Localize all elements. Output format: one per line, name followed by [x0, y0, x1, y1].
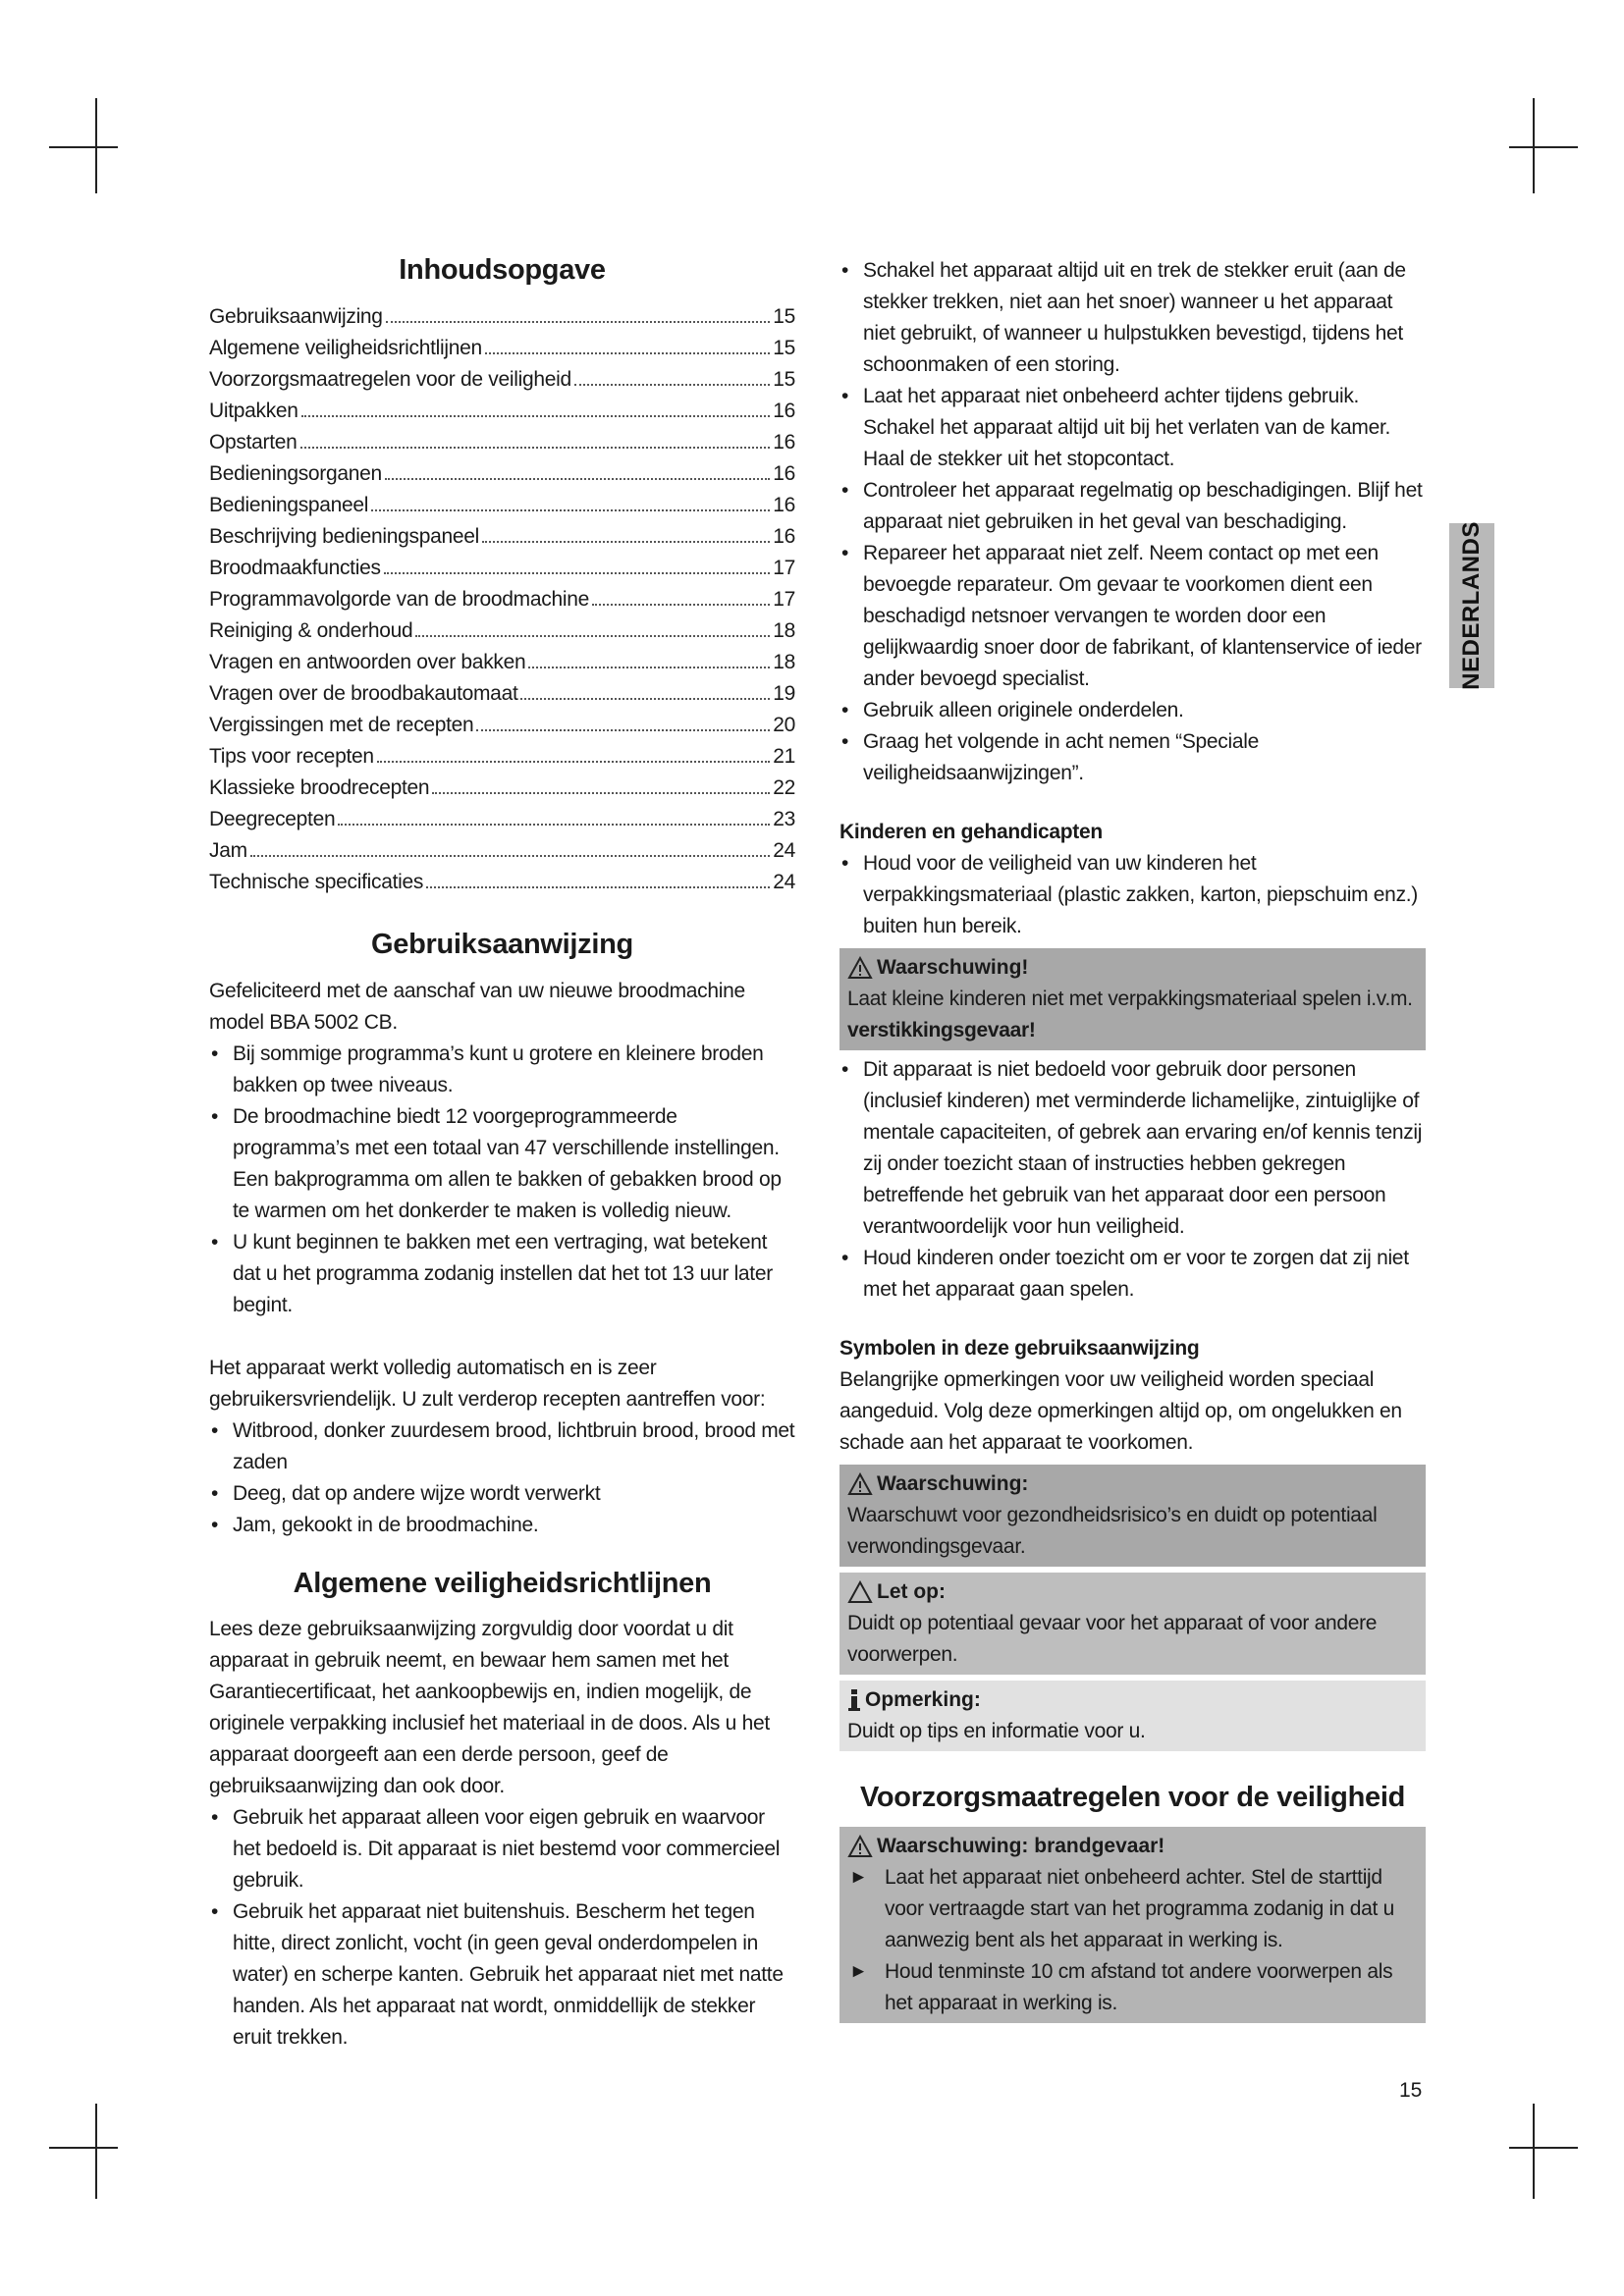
- toc-leader: [415, 635, 770, 637]
- toc-leader: [385, 478, 770, 480]
- list-item-text: Repareer het apparaat niet zelf. Neem contact op met een bevoegde reparateur. Om gevaar te voorkomen dient een beschadigd netsnoer vervangen te worden door een gelijkwaardig snoer door de fabrikant, of klantenservice of ieder ander bevoegd specialist.: [863, 542, 1422, 690]
- list-item: • Houd kinderen onder toezicht om er voor te zorgen dat zij niet met het apparaat gaan spelen.: [839, 1243, 1426, 1306]
- symbols-title: Symbolen in deze gebruiksaanwijzing: [839, 1337, 1200, 1360]
- toc-entry-page: 18: [773, 618, 795, 642]
- toc-entry-page: 15: [773, 336, 795, 359]
- toc-leader: [371, 509, 770, 511]
- list-item-text: U kunt beginnen te bakken met een vertraging, wat betekent dat u het programma zodanig instellen dat het tot 13 uur later begint.: [233, 1230, 773, 1316]
- list-item: • Controleer het apparaat regelmatig op beschadigingen. Blijf het apparaat niet gebruiken in het geval van beschadiging.: [839, 475, 1426, 538]
- symbol-caution-heading: [847, 1576, 1418, 1608]
- toc-entry-page: 18: [773, 650, 795, 673]
- list-item: • Houd voor de veiligheid van uw kinderen het verpakkingsmateriaal (plastic zakken, karton, piepschuim enz.) buiten hun bereik.: [839, 848, 1426, 942]
- toc-entry[interactable]: [209, 333, 795, 364]
- children-bullets-2: [839, 1054, 1426, 1306]
- fire-warning-box: [839, 1827, 1426, 2023]
- warning-heading: [847, 952, 1418, 984]
- list-item: • Gebruik alleen originele onderdelen.: [839, 695, 1426, 726]
- list-item-text: Deeg, dat op andere wijze wordt verwerkt: [233, 1481, 601, 1505]
- language-tab: [1449, 523, 1494, 688]
- crop-mark: [1509, 2147, 1578, 2149]
- list-item: • Bij sommige programma’s kunt u grotere en kleinere broden bakken op twee niveaus.: [209, 1039, 795, 1101]
- list-item-text: Houd kinderen onder toezicht om er voor te zorgen dat zij niet met het apparaat gaan spelen.: [863, 1247, 1409, 1301]
- toc-entry-label: Vergissingen met de recepten: [209, 713, 474, 736]
- general-safety-title: Algemene veiligheidsrichtlijnen: [293, 1567, 712, 1599]
- toc-entry[interactable]: [209, 835, 795, 867]
- symbol-note-heading: [847, 1684, 1418, 1716]
- list-item-text: Laat het apparaat niet onbeheerd achter tijdens gebruik. Schakel het apparaat altijd uit bij het verlaten van de kamer. Haal de stekker uit het stopcontact.: [863, 385, 1391, 470]
- list-item: • Gebruik het apparaat niet buitenshuis. Bescherm het tegen hitte, direct zonlicht, vocht (in geen geval onderdompelen in water) en scherpe kanten. Gebruik het apparaat niet met natte handen. Als het apparaat nat wordt, onmiddellijk de stekker eruit trekken.: [209, 1896, 795, 2054]
- children-title: Kinderen en gehandicapten: [839, 821, 1103, 843]
- toc-entry-label: Reiniging & onderhoud: [209, 618, 413, 642]
- toc-entry[interactable]: [209, 521, 795, 553]
- toc-entry[interactable]: [209, 301, 795, 333]
- toc-entry-label: Deegrecepten: [209, 807, 336, 830]
- toc-leader: [432, 792, 770, 794]
- toc-entry[interactable]: [209, 647, 795, 678]
- toc-entry-label: Bedieningsorganen: [209, 461, 382, 485]
- toc-entry-label: Uitpakken: [209, 399, 298, 422]
- fire-warning-title: Waarschuwing: brandgevaar!: [877, 1834, 1165, 1857]
- toc-entry-label: Vragen en antwoorden over bakken: [209, 650, 526, 673]
- list-item: • Dit apparaat is niet bedoeld voor gebruik door personen (inclusief kinderen) met verminderde lichamelijke, zintuiglijke of mentale capaciteiten, of gebrek aan ervaring en/of kennis tenzij zij onder toezicht staan of instructies hebben gekregen betreffende het gebruik van het apparaat door een persoon verantwoordelijk voor hun veiligheid.: [839, 1054, 1426, 1243]
- toc-entry-label: Tips voor recepten: [209, 744, 374, 768]
- toc-entry-page: 15: [773, 367, 795, 391]
- toc-entry[interactable]: [209, 584, 795, 615]
- toc-entry-page: 15: [773, 304, 795, 328]
- toc-entry[interactable]: [209, 678, 795, 710]
- toc-leader: [338, 824, 770, 826]
- crop-mark: [49, 146, 118, 148]
- list-item-text: Gebruik het apparaat alleen voor eigen gebruik en waarvoor het bedoeld is. Dit apparaat is niet bestemd voor commercieel gebruik.: [233, 1806, 781, 1893]
- toc-entry[interactable]: [209, 710, 795, 741]
- symbol-caution-title: Let op:: [877, 1580, 946, 1603]
- list-item-text: Controleer het apparaat regelmatig op beschadigingen. Blijf het apparaat niet gebruiken in het geval van beschadiging.: [863, 479, 1423, 533]
- left-column: [209, 253, 795, 2054]
- toc-entry[interactable]: [209, 553, 795, 584]
- list-item: • Graag het volgende in acht nemen “Speciale veiligheidsaanwijzingen”.: [839, 726, 1426, 789]
- toc-leader: [300, 447, 771, 449]
- warning-triangle-icon: [847, 956, 873, 980]
- arrow-right-icon: ►: [849, 1866, 868, 1888]
- toc-leader: [476, 729, 770, 731]
- toc-title: Inhoudsopgave: [399, 254, 606, 286]
- right-column: [839, 255, 1426, 2023]
- list-item-text: Jam, gekookt in de broodmachine.: [233, 1513, 539, 1536]
- list-item-text: Schakel het apparaat altijd uit en trek de stekker eruit (aan de stekker trekken, niet aan het snoer) wanneer u het apparaat niet gebruikt, of wanneer u hulpstukken bevestigd, tijdens het schoonmaken of een storing.: [863, 259, 1406, 376]
- crop-mark: [49, 2147, 118, 2149]
- crop-mark: [1509, 146, 1578, 148]
- list-item-text: De broodmachine biedt 12 voorgeprogrammeerde programma’s met een totaal van 47 verschillende instellingen. Een bakprogramma om allen te bakken of gebakken brood op te warmen om het donkerder te maken is volledig nieuw.: [233, 1104, 782, 1222]
- toc-entry-label: Algemene veiligheidsrichtlijnen: [209, 336, 482, 359]
- list-item-text: Houd tenminste 10 cm afstand tot andere voorwerpen als het apparaat in werking is.: [885, 1959, 1393, 2014]
- toc-entry-page: 17: [773, 587, 795, 611]
- crop-mark: [95, 98, 97, 193]
- symbol-note-title: Opmerking:: [865, 1688, 981, 1711]
- symbol-note-box: [839, 1681, 1426, 1751]
- toc-entry-page: 19: [773, 681, 795, 705]
- info-icon: [847, 1688, 861, 1712]
- toc-entry-label: Technische specificaties: [209, 870, 424, 893]
- usage-intro: Gefeliciteerd met de aanschaf van uw nieuwe broodmachine model BBA 5002 CB.: [209, 979, 745, 1034]
- toc-leader: [386, 321, 771, 323]
- warning-text: Laat kleine kinderen niet met verpakkingsmateriaal spelen i.v.m.: [847, 988, 1413, 1010]
- general-safety-bullets-continued: [839, 255, 1426, 789]
- list-item-text: Witbrood, donker zuurdesem brood, lichtbruin brood, brood met zaden: [233, 1418, 795, 1473]
- list-item-text: Bij sommige programma’s kunt u grotere en kleinere broden bakken op twee niveaus.: [233, 1041, 764, 1096]
- list-item: • Schakel het apparaat altijd uit en trek de stekker eruit (aan de stekker trekken, niet aan het snoer) wanneer u het apparaat niet gebruikt, of wanneer u hulpstukken bevestigd, tijdens het schoonmaken of een storing.: [839, 255, 1426, 381]
- toc-entry[interactable]: [209, 741, 795, 773]
- toc-leader: [482, 541, 770, 543]
- warning-emphasis: verstikkingsgevaar!: [847, 1019, 1036, 1041]
- toc-entry[interactable]: [209, 615, 795, 647]
- toc-entry[interactable]: [209, 458, 795, 490]
- list-item-text: Gebruik alleen originele onderdelen.: [863, 699, 1184, 721]
- warning-box: [839, 948, 1426, 1050]
- toc-entry-label: Gebruiksaanwijzing: [209, 304, 383, 328]
- list-item: • Deeg, dat op andere wijze wordt verwerkt: [209, 1478, 795, 1510]
- usage-bullets: [209, 1039, 795, 1321]
- crop-mark: [1533, 2104, 1535, 2199]
- symbol-warning-text: Waarschuwt voor gezondheidsrisico’s en duidt op potentiaal verwondingsgevaar.: [847, 1504, 1378, 1558]
- table-of-contents: [209, 301, 795, 898]
- symbol-warning-title: Waarschuwing:: [877, 1472, 1029, 1495]
- toc-leader: [528, 667, 770, 668]
- toc-entry[interactable]: [209, 804, 795, 835]
- toc-leader: [426, 886, 770, 888]
- toc-leader: [592, 604, 770, 606]
- children-bullets: [839, 848, 1426, 942]
- list-item-text: Laat het apparaat niet onbeheerd achter. Stel de starttijd voor vertraagde start van het programma zodanig in dat u aanwezig bent als het apparaat in werking is.: [885, 1865, 1394, 1951]
- toc-entry[interactable]: [209, 364, 795, 396]
- toc-leader: [250, 855, 770, 857]
- toc-entry-label: Programmavolgorde van de broodmachine: [209, 587, 589, 611]
- symbol-caution-box: [839, 1573, 1426, 1675]
- toc-entry-page: 16: [773, 493, 795, 516]
- toc-leader: [384, 572, 771, 574]
- toc-entry-page: 16: [773, 399, 795, 422]
- toc-entry-page: 23: [773, 807, 795, 830]
- symbol-warning-heading: [847, 1468, 1418, 1500]
- toc-entry-label: Bedieningspaneel: [209, 493, 369, 516]
- symbols-intro: Belangrijke opmerkingen voor uw veiligheid worden speciaal aangeduid. Volg deze opmerkingen altijd op, om ongelukken en schade aan het apparaat te voorkomen.: [839, 1368, 1402, 1454]
- crop-mark: [95, 2104, 97, 2199]
- list-item: • Jam, gekookt in de broodmachine.: [209, 1510, 795, 1541]
- usage-title: Gebruiksaanwijzing: [371, 928, 633, 960]
- toc-entry-page: 20: [773, 713, 795, 736]
- list-item: • U kunt beginnen te bakken met een vertraging, wat betekent dat u het programma zodanig instellen dat het tot 13 uur later begint.: [209, 1227, 795, 1321]
- list-item-text: Graag het volgende in acht nemen “Speciale veiligheidsaanwijzingen”.: [863, 730, 1260, 784]
- language-tab-label: NEDERLANDS: [1458, 521, 1485, 690]
- caution-triangle-icon: [847, 1580, 873, 1604]
- toc-entry-page: 16: [773, 430, 795, 454]
- general-safety-bullets: [209, 1802, 795, 2054]
- toc-leader: [574, 384, 770, 386]
- toc-leader: [301, 415, 771, 417]
- toc-entry-label: Klassieke broodrecepten: [209, 775, 430, 799]
- toc-entry-label: Jam: [209, 838, 247, 862]
- usage-paragraph: Het apparaat werkt volledig automatisch en is zeer gebruikersvriendelijk. U zult verderop recepten aantreffen voor:: [209, 1356, 766, 1411]
- crop-mark: [1533, 98, 1535, 193]
- toc-entry-label: Opstarten: [209, 430, 298, 454]
- toc-entry-label: Beschrijving bedieningspaneel: [209, 524, 479, 548]
- list-item-text: Gebruik het apparaat niet buitenshuis. Bescherm het tegen hitte, direct zonlicht, vocht (in geen geval onderdompelen in water) en scherpe kanten. Gebruik het apparaat niet met natte handen. Als het apparaat nat wordt, onmiddellijk de stekker eruit trekken.: [233, 1900, 784, 2050]
- toc-entry-label: Vragen over de broodbakautomaat: [209, 681, 518, 705]
- toc-leader: [485, 352, 770, 354]
- fire-warning-list: [847, 1862, 1418, 2019]
- toc-entry-page: 22: [773, 775, 795, 799]
- list-item: • Witbrood, donker zuurdesem brood, lichtbruin brood, brood met zaden: [209, 1415, 795, 1478]
- toc-entry-page: 24: [773, 870, 795, 893]
- warning-triangle-icon: [847, 1472, 873, 1496]
- toc-leader: [377, 761, 770, 763]
- toc-leader: [520, 698, 770, 700]
- toc-entry-page: 21: [773, 744, 795, 768]
- toc-entry[interactable]: [209, 490, 795, 521]
- toc-entry-page: 16: [773, 461, 795, 485]
- list-item: • Laat het apparaat niet onbeheerd achter tijdens gebruik. Schakel het apparaat altijd uit bij het verlaten van de kamer. Haal de stekker uit het stopcontact.: [839, 381, 1426, 475]
- toc-entry-page: 16: [773, 524, 795, 548]
- list-item: • Repareer het apparaat niet zelf. Neem contact op met een bevoegde reparateur. Om gevaar te voorkomen dient een beschadigd netsnoer vervangen te worden door een gelijkwaardig snoer door de fabrikant, of klantenservice of ieder ander bevoegd specialist.: [839, 538, 1426, 695]
- list-item-text: Dit apparaat is niet bedoeld voor gebruik door personen (inclusief kinderen) met verminderde lichamelijke, zintuiglijke of mentale capaciteiten, of gebrek aan ervaring en/of kennis tenzij zij onder toezicht staan of instructies hebben gekregen betreffende het gebruik van het apparaat door een persoon verantwoordelijk voor hun veiligheid.: [863, 1058, 1423, 1238]
- list-item: • Gebruik het apparaat alleen voor eigen gebruik en waarvoor het bedoeld is. Dit apparaat is niet bestemd voor commercieel gebruik.: [209, 1802, 795, 1896]
- arrow-right-icon: ►: [849, 1960, 868, 1982]
- toc-entry-page: 17: [773, 556, 795, 579]
- toc-entry[interactable]: [209, 773, 795, 804]
- toc-entry-label: Voorzorgsmaatregelen voor de veiligheid: [209, 367, 571, 391]
- toc-entry[interactable]: [209, 427, 795, 458]
- list-item: • De broodmachine biedt 12 voorgeprogrammeerde programma’s met een totaal van 47 verschillende instellingen. Een bakprogramma om allen te bakken of gebakken brood op te warmen om het donkerder te maken is volledig nieuw.: [209, 1101, 795, 1227]
- list-item-text: Houd voor de veiligheid van uw kinderen het verpakkingsmateriaal (plastic zakken, karton, piepschuim enz.) buiten hun bereik.: [863, 852, 1418, 937]
- usage-recipe-bullets: [209, 1415, 795, 1541]
- toc-entry-page: 24: [773, 838, 795, 862]
- fire-warning-heading: [847, 1831, 1418, 1862]
- general-safety-intro: Lees deze gebruiksaanwijzing zorgvuldig door voordat u dit apparaat in gebruik neemt, en bewaar hem samen met het Garantiecertificaat, het aankoopbewijs en, indien mogelijk, de originele verpakking inclusief het materiaal in de doos. Als u het apparaat doorgeeft aan een derde persoon, geef de gebruiksaanwijzing dan ook door.: [209, 1618, 770, 1798]
- symbol-note-text: Duidt op tips en informatie voor u.: [847, 1720, 1146, 1742]
- list-item: [847, 1956, 1418, 2019]
- symbol-warning-box: [839, 1465, 1426, 1567]
- warning-title: Waarschuwing!: [877, 956, 1029, 979]
- warning-triangle-icon: [847, 1835, 873, 1858]
- page-number: 15: [1399, 2079, 1423, 2102]
- precautions-title: Voorzorgsmaatregelen voor de veiligheid: [859, 1782, 1406, 1813]
- toc-entry[interactable]: [209, 867, 795, 898]
- symbol-caution-text: Duidt op potentiaal gevaar voor het apparaat of voor andere voorwerpen.: [847, 1612, 1378, 1666]
- toc-entry[interactable]: [209, 396, 795, 427]
- toc-entry-label: Broodmaakfuncties: [209, 556, 381, 579]
- list-item: [847, 1862, 1418, 1956]
